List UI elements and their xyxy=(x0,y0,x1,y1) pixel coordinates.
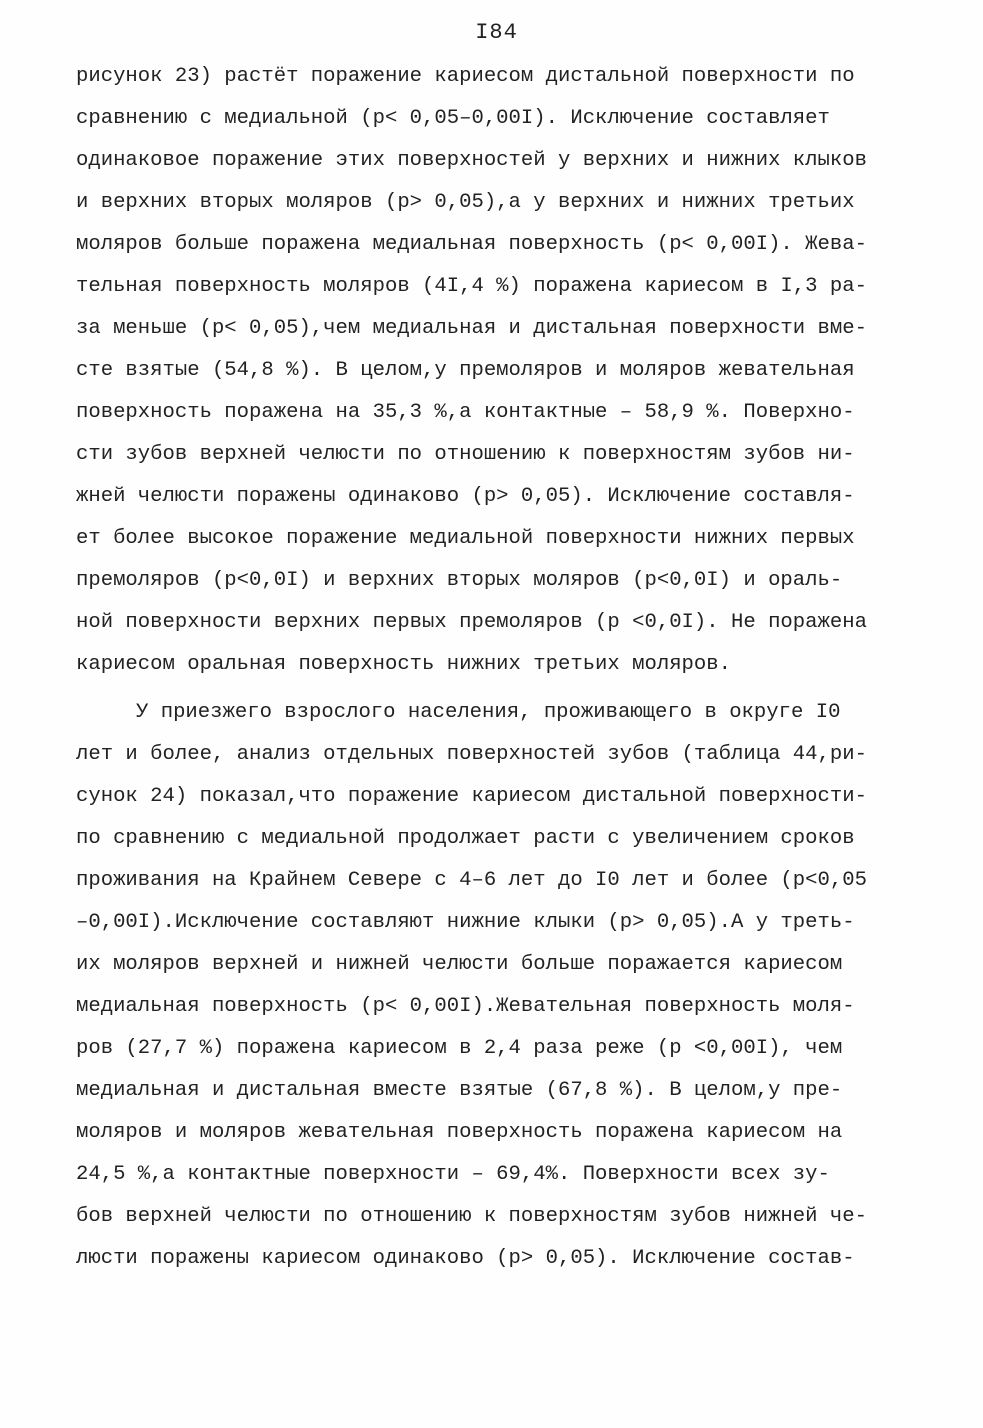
text-line: поверхность поражена на 35,3 %,а контактные – 58,9 %. Поверхно- xyxy=(76,401,855,424)
text-line: моляров больше поражена медиальная поверхность (р< 0,00I). Жева- xyxy=(76,233,867,256)
text-line: ров (27,7 %) поражена кариесом в 2,4 раза реже (р <0,00I), чем xyxy=(76,1037,843,1060)
text-line: моляров и моляров жевательная поверхность поражена кариесом на xyxy=(76,1121,843,1144)
text-line: сти зубов верхней челюсти по отношению к поверхностям зубов ни- xyxy=(76,443,855,466)
text-line: жней челюсти поражены одинаково (р> 0,05). Исключение составля- xyxy=(76,485,855,508)
text-line: ной поверхности верхних первых премоляров (р <0,0I). Не поражена xyxy=(76,611,867,634)
text-line: и верхних вторых моляров (р> 0,05),а у верхних и нижних третьих xyxy=(76,191,855,214)
text-line: сте взятые (54,8 %). В целом,у премоляров и моляров жевательная xyxy=(76,359,855,382)
paragraph-1 xyxy=(76,56,906,686)
text-line: лет и более, анализ отдельных поверхностей зубов (таблица 44,ри- xyxy=(76,743,867,766)
text-line: за меньше (р< 0,05),чем медиальная и дистальная поверхности вме- xyxy=(76,317,867,340)
text-line: рисунок 23) растёт поражение кариесом дистальной поверхности по xyxy=(76,65,855,88)
text-line: ет более высокое поражение медиальной поверхности нижних первых xyxy=(76,527,855,550)
text-line: 24,5 %,а контактные поверхности – 69,4%. Поверхности всех зу- xyxy=(76,1163,830,1186)
text-line: их моляров верхней и нижней челюсти больше поражается кариесом xyxy=(76,953,843,976)
paragraph-2 xyxy=(76,692,906,1280)
text-line: У приезжего взрослого населения, проживающего в округе I0 xyxy=(136,701,841,724)
text-line: премоляров (р<0,0I) и верхних вторых моляров (р<0,0I) и ораль- xyxy=(76,569,843,592)
text-line: одинаковое поражение этих поверхностей у верхних и нижних клыков xyxy=(76,149,867,172)
text-line: медиальная поверхность (р< 0,00I).Жевательная поверхность моля- xyxy=(76,995,855,1018)
text-line: медиальная и дистальная вместе взятые (67,8 %). В целом,у пре- xyxy=(76,1079,843,1102)
text-line: –0,00I).Исключение составляют нижние клыки (р> 0,05).А у треть- xyxy=(76,911,855,934)
text-line: люсти поражены кариесом одинаково (р> 0,05). Исключение состав- xyxy=(76,1247,855,1270)
text-line: сунок 24) показал,что поражение кариесом дистальной поверхности- xyxy=(76,785,867,808)
text-line: проживания на Крайнем Севере с 4–6 лет до I0 лет и более (р<0,05 xyxy=(76,869,867,892)
text-line: сравнению с медиальной (р< 0,05–0,00I). Исключение составляет xyxy=(76,107,830,130)
text-line: по сравнению с медиальной продолжает расти с увеличением сроков xyxy=(76,827,855,850)
text-line: кариесом оральная поверхность нижних третьих моляров. xyxy=(76,653,731,676)
text-line: тельная поверхность моляров (4I,4 %) поражена кариесом в I,3 ра- xyxy=(76,275,867,298)
text-line: бов верхней челюсти по отношению к поверхностям зубов нижней че- xyxy=(76,1205,867,1228)
page-number: I84 xyxy=(475,20,518,45)
